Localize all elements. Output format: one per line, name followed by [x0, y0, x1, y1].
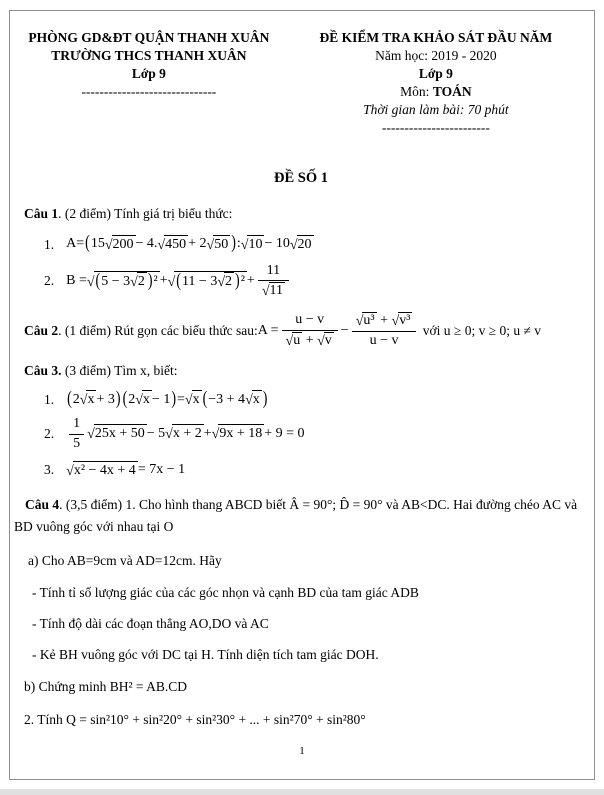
- question-4-intro: [14, 494, 588, 538]
- question-4-part-a: a) Cho AB=9cm và AD=12cm. Hãy: [28, 553, 222, 569]
- question-1-heading: [24, 205, 588, 223]
- question-3-label: Câu 3.: [24, 362, 62, 378]
- question-3-item-3: [44, 461, 588, 481]
- item-number: 1.: [44, 236, 55, 252]
- math-expression: √x² − 4x + 4 = 7x − 1: [66, 462, 186, 479]
- question-3-text: (3 điểm) Tìm x, biết:: [61, 362, 178, 378]
- question-4-part-b: b) Chứng minh BH² = AB.CD: [24, 679, 187, 695]
- divider-dashes-right: ------------------------: [381, 120, 490, 135]
- school-line: TRƯỜNG THCS THANH XUÂN: [51, 48, 247, 63]
- question-2-text: . (1 điểm) Rút gọn các biểu thức sau:: [58, 322, 258, 338]
- subject-line: [284, 83, 588, 101]
- question-2-condition: với u ≥ 0; v ≥ 0; u ≠ v: [419, 322, 542, 338]
- department-line: PHÒNG GD&ĐT QUẬN THANH XUÂN: [28, 30, 270, 45]
- math-expression: ( 2 √x + 3 ) ( 2 √x − 1 ) = √x ( −3 + 4 √x ): [67, 388, 268, 409]
- bottom-scroll-strip: [0, 789, 604, 795]
- question-4-part-2: 2. Tính Q = sin²10° + sin²20° + sin²30° + ... + sin²70° + sin²80°: [24, 711, 366, 727]
- item-number: 2.: [44, 273, 55, 289]
- math-expression: A= ( 15 √200 − 4. √450 + 2 √50 ) : √10 − 10 √20: [66, 233, 312, 254]
- question-4-bullet-2: - Tính độ dài các đoạn thẳng AO,DO và AC: [32, 615, 269, 631]
- question-4-bullet-3: - Kẻ BH vuông góc với DC tại H. Tính diện tích tam giác DOH.: [32, 647, 379, 663]
- item-number: 3.: [44, 462, 55, 478]
- item-number: 2.: [44, 426, 55, 442]
- question-4-bullet-1: - Tính tỉ số lượng giác của các góc nhọn và cạnh BD của tam giác ADB: [32, 584, 419, 600]
- page-number: 1: [299, 745, 305, 757]
- math-expression: A = $\frac{u - v}{√u + √v}$ − $\frac{\text{√u³ + √v³}}{u - v}$: [258, 312, 420, 350]
- question-4-text: . (3,5 điểm) 1. Cho hình thang ABCD biết Â = 90°; D̂ = 90° và AB<DC. Hai đường chéo AC và BD vuông góc với nhau tại O: [14, 497, 578, 535]
- question-3-item-1: [44, 390, 588, 410]
- subject-value: TOÁN: [432, 84, 472, 99]
- question-1-item-1: [44, 235, 588, 255]
- question-4-label: Câu 4: [25, 497, 60, 513]
- exam-title: ĐỀ SỐ 1: [274, 170, 328, 186]
- divider-dashes-left: ------------------------------: [81, 84, 217, 99]
- question-2-label: Câu 2: [24, 322, 59, 338]
- exam-name-line: ĐỀ KIỂM TRA KHẢO SÁT ĐẦU NĂM: [319, 30, 553, 45]
- question-1-label: Câu 1: [24, 205, 59, 221]
- grade-line-right: Lớp 9: [418, 66, 453, 81]
- math-expression: B = √(5 − 3√2 )² + √(11 − 3√2 )² + $\frac{11}{√11}$: [66, 263, 292, 301]
- exam-header: [14, 29, 588, 137]
- exam-info: [284, 29, 588, 137]
- school-info: [14, 29, 284, 137]
- question-1-text: . (2 điểm) Tính giá trị biểu thức:: [58, 205, 233, 221]
- school-year-line: Năm học: 2019 - 2020: [375, 48, 497, 63]
- duration-line: Thời gian làm bài: 70 phút: [363, 102, 509, 117]
- grade-line-left: Lớp 9: [131, 66, 166, 81]
- question-3-item-2: [44, 416, 588, 453]
- item-number: 1.: [44, 391, 55, 407]
- question-2-heading: [24, 312, 588, 350]
- math-expression: $\frac{1}{5}$ √25x + 50 − 5 √x + 2 + √9x + 18 + 9 = 0: [66, 416, 304, 453]
- page-content: [10, 11, 594, 779]
- subject-label: Môn:: [400, 84, 433, 99]
- question-1-item-2: [44, 263, 588, 301]
- question-3-heading: [24, 362, 588, 380]
